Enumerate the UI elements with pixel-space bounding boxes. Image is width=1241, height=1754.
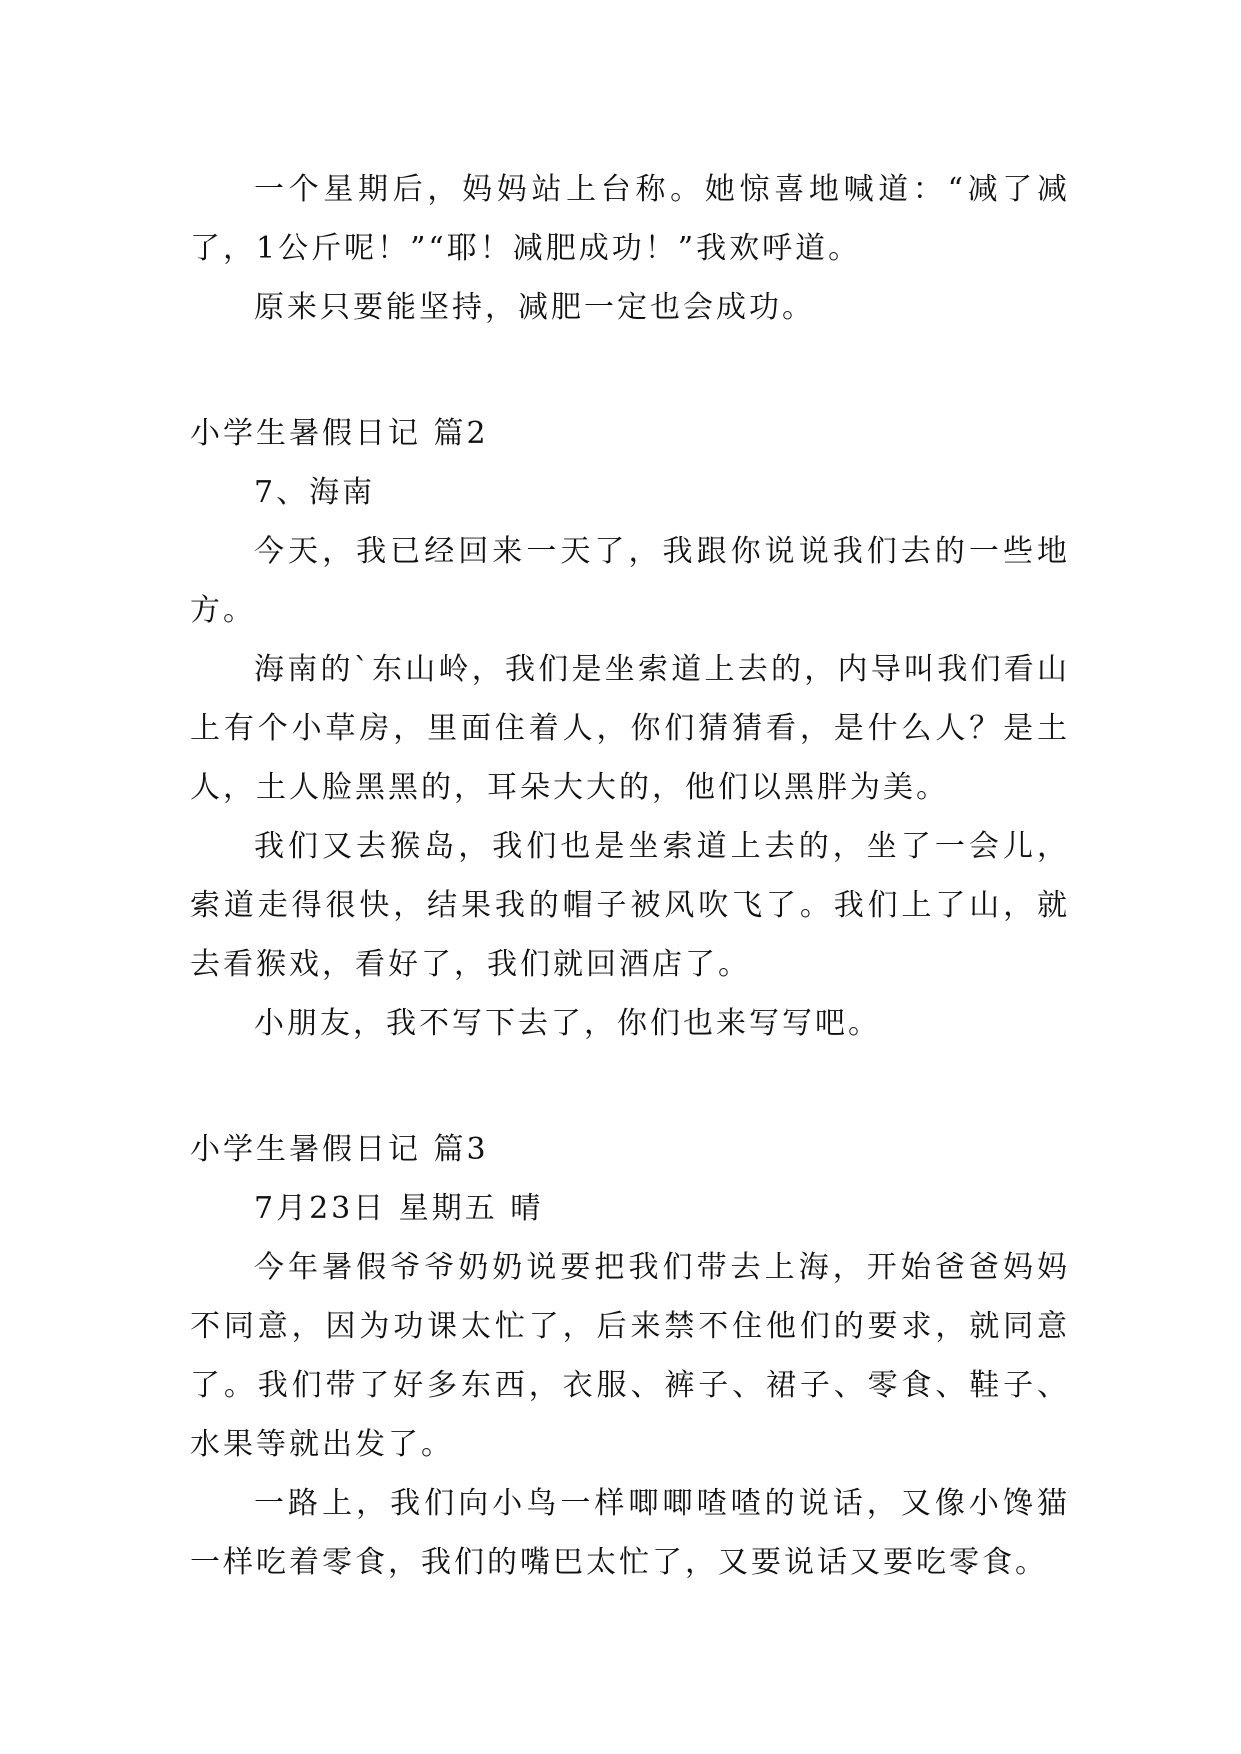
- section-heading: 小学生暑假日记 篇3: [190, 1132, 489, 1167]
- section-spacer: [190, 1053, 1070, 1120]
- paragraph: 一个星期后，妈妈站上台称。她惊喜地喊道：“减了减了，1公斤呢！”“耶！减肥成功！”我欢呼道。: [190, 172, 1070, 266]
- paragraph: 原来只要能坚持，减肥一定也会成功。: [254, 290, 815, 325]
- paragraph: 今年暑假爷爷奶奶说要把我们带去上海，开始爸爸妈妈不同意，因为功课太忙了，后来禁不住他们的要求，就同意了。我们带了好多东西，衣服、裤子、裙子、零食、鞋子、水果等就出发了。: [190, 1250, 1070, 1462]
- paragraph: 7、海南: [254, 475, 376, 510]
- paragraph: 海南的`东山岭，我们是坐索道上去的，内导叫我们看山上有个小草房，里面住着人，你们猜猜看，是什么人？是土人，土人脸黑黑的，耳朵大大的，他们以黑胖为美。: [190, 652, 1070, 805]
- paragraph: 小朋友，我不写下去了，你们也来写写吧。: [254, 1006, 881, 1041]
- paragraph: 7月23日 星期五 晴: [254, 1191, 544, 1226]
- paragraph: 一路上，我们向小鸟一样唧唧喳喳的说话，又像小馋猫一样吃着零食，我们的嘴巴太忙了，又要说话又要吃零食。: [190, 1486, 1070, 1580]
- document-body: [190, 160, 1070, 1592]
- paragraph: 今天，我已经回来一天了，我跟你说说我们去的一些地方。: [190, 534, 1070, 628]
- section-spacer: [190, 337, 1070, 404]
- section-heading: 小学生暑假日记 篇2: [190, 416, 489, 451]
- paragraph: 我们又去猴岛，我们也是坐索道上去的，坐了一会儿，索道走得很快，结果我的帽子被风吹飞了。我们上了山，就去看猴戏，看好了，我们就回酒店了。: [190, 829, 1070, 982]
